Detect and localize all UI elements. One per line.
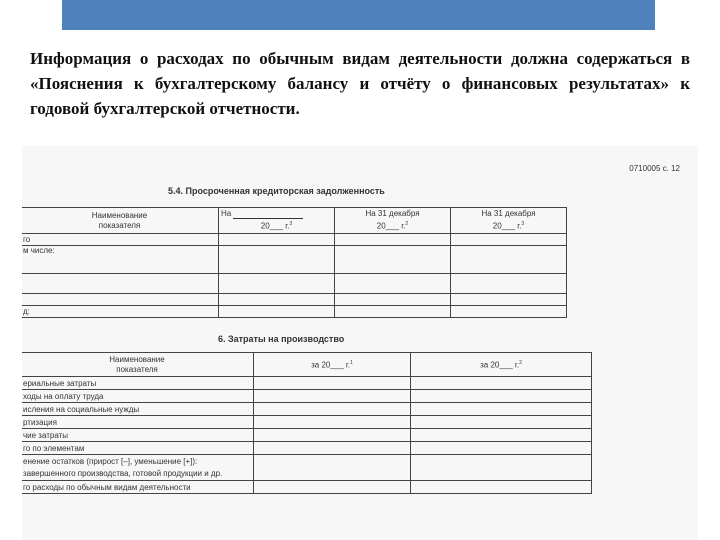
- table-row: ртизация: [22, 416, 592, 429]
- production-costs-table: [22, 352, 592, 494]
- section2-title: 6. Затраты на производство: [218, 334, 345, 344]
- table-row: чие затраты: [22, 429, 592, 442]
- section1-title: 5.4. Просроченная кредиторская задолженность: [168, 186, 385, 196]
- table-row: енение остатков (прирост [–], уменьшение [+]): завершенного производства, готовой продукции и др.: [22, 455, 592, 481]
- table-row: го по элементам: [22, 442, 592, 455]
- s1-header-col1: На 20___ г.$^3$: [219, 208, 335, 234]
- header-bar: [62, 0, 655, 30]
- s1-header-col2: На 31 декабря 20___ г.$^2$: [335, 208, 451, 234]
- table-row: м числе:: [22, 246, 567, 274]
- form-code: 0710005 с. 12: [629, 164, 680, 173]
- s2-header-col2: за 20___ г.$^2$: [411, 353, 592, 377]
- table-row: ходы на оплату труда: [22, 390, 592, 403]
- intro-paragraph: Информация о расходах по обычным видам деятельности должна содержаться в «Пояснения к бухгалтерскому балансу и отчёту о финансовых результатах» к годовой бухгалтерской отчетности.: [30, 49, 690, 118]
- table-row: го: [22, 234, 567, 246]
- table-row: ериальные затраты: [22, 377, 592, 390]
- s2-header-col1: за 20___ г.$^1$: [254, 353, 411, 377]
- table-row: исления на социальные нужды: [22, 403, 592, 416]
- overdue-payables-table: [22, 207, 567, 318]
- table-row: [22, 274, 567, 294]
- table-row: д:: [22, 306, 567, 318]
- table-row: го расходы по обычным видам деятельности: [22, 481, 592, 494]
- table-row: [22, 294, 567, 306]
- s1-header-name: Наименование показателя: [22, 208, 219, 234]
- scanned-form: [22, 146, 698, 540]
- s1-header-col3: На 31 декабря 20___ г.$^3$: [451, 208, 567, 234]
- s2-header-name: Наименование показателя: [22, 353, 254, 377]
